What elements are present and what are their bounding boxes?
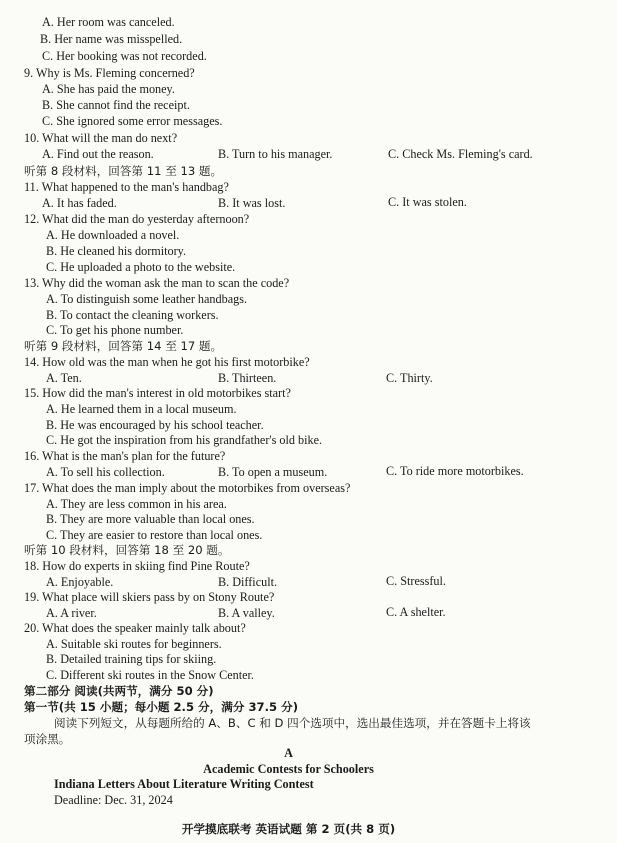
text-line: C. They are easier to restore than local ones. <box>46 528 263 542</box>
text-line: 17. What does the man imply about the motorbikes from overseas? <box>24 481 351 495</box>
text-line: B. Difficult. <box>218 575 278 589</box>
text-line: A. She has paid the money. <box>42 82 175 96</box>
passage-title: Academic Contests for Schoolers <box>203 762 374 776</box>
text-line: 项涂黑。 <box>24 732 71 746</box>
text-line: 14. How old was the man when he got his first motorbike? <box>24 355 310 369</box>
text-line: B. He cleaned his dormitory. <box>46 244 187 258</box>
text-line: 19. What place will skiers pass by on Stony Route? <box>24 590 275 604</box>
text-line: B. She cannot find the receipt. <box>42 98 190 112</box>
contest-name: Indiana Letters About Literature Writing Contest <box>54 777 314 791</box>
text-line: 12. What did the man do yesterday afternoon? <box>24 212 250 226</box>
text-line: A. They are less common in his area. <box>46 497 227 511</box>
text-line: C. Stressful. <box>386 574 446 588</box>
text-line: B. It was lost. <box>218 196 286 210</box>
text-line: 阅读下列短文，从每题所给的 A、B、C 和 D 四个选项中，选出最佳选项，并在答题卡上将该 <box>54 716 531 730</box>
text-line: C. He uploaded a photo to the website. <box>46 260 236 274</box>
text-line: B. Her name was misspelled. <box>40 32 183 46</box>
text-line: C. Thirty. <box>386 371 433 385</box>
text-line: A. Enjoyable. <box>46 575 114 589</box>
passage-letter: A <box>284 746 293 760</box>
text-line: B. To contact the cleaning workers. <box>46 308 219 322</box>
text-line: A. Ten. <box>46 371 82 385</box>
text-line: 第一节(共 15 小题；每小题 2.5 分，满分 37.5 分) <box>24 700 298 714</box>
text-line: B. They are more valuable than local ones. <box>46 512 255 526</box>
text-line: B. To open a museum. <box>218 465 328 479</box>
text-line: 16. What is the man's plan for the future? <box>24 449 226 463</box>
text-line: C. To get his phone number. <box>46 323 184 337</box>
text-line: B. He was encouraged by his school teacher. <box>46 418 264 432</box>
text-line: 听第 9 段材料，回答第 14 至 17 题。 <box>24 339 223 353</box>
text-line: 10. What will the man do next? <box>24 131 178 145</box>
text-line: A. Find out the reason. <box>42 147 154 161</box>
text-line: B. Turn to his manager. <box>218 147 333 161</box>
text-line: 听第 10 段材料，回答第 18 至 20 题。 <box>24 543 230 557</box>
text-line: B. Thirteen. <box>218 371 277 385</box>
text-line: 18. How do experts in skiing find Pine Route? <box>24 559 250 573</box>
text-line: C. To ride more motorbikes. <box>386 464 524 478</box>
text-line: 听第 8 段材料，回答第 11 至 13 题。 <box>24 164 223 178</box>
text-line: C. Different ski routes in the Snow Center. <box>46 668 254 682</box>
text-line: A. He learned them in a local museum. <box>46 402 237 416</box>
text-line: B. A valley. <box>218 606 275 620</box>
page-footer: 开学摸底联考 英语试题 第 2 页(共 8 页) <box>181 822 396 836</box>
deadline: Deadline: Dec. 31, 2024 <box>54 793 173 807</box>
text-line: A. To sell his collection. <box>46 465 165 479</box>
text-line: A. A river. <box>46 606 97 620</box>
text-line: A. He downloaded a novel. <box>46 228 180 242</box>
text-line: 第二部分 阅读(共两节，满分 50 分) <box>24 684 214 698</box>
text-line: C. It was stolen. <box>388 195 467 209</box>
text-line: C. A shelter. <box>386 605 446 619</box>
text-line: A. Her room was canceled. <box>42 15 175 29</box>
text-line: 20. What does the speaker mainly talk about? <box>24 621 246 635</box>
text-line: C. Her booking was not recorded. <box>42 49 207 63</box>
text-line: C. Check Ms. Fleming's card. <box>388 147 533 161</box>
text-line: 11. What happened to the man's handbag? <box>24 180 229 194</box>
text-line: C. He got the inspiration from his grandfather's old bike. <box>46 433 323 447</box>
text-line: 9. Why is Ms. Fleming concerned? <box>24 66 195 80</box>
text-line: B. Detailed training tips for skiing. <box>46 652 217 666</box>
text-line: A. It has faded. <box>42 196 117 210</box>
text-line: 13. Why did the woman ask the man to scan the code? <box>24 276 290 290</box>
text-line: 15. How did the man's interest in old motorbikes start? <box>24 386 291 400</box>
text-line: A. To distinguish some leather handbags. <box>46 292 248 306</box>
text-line: A. Suitable ski routes for beginners. <box>46 637 222 651</box>
text-line: C. She ignored some error messages. <box>42 114 223 128</box>
